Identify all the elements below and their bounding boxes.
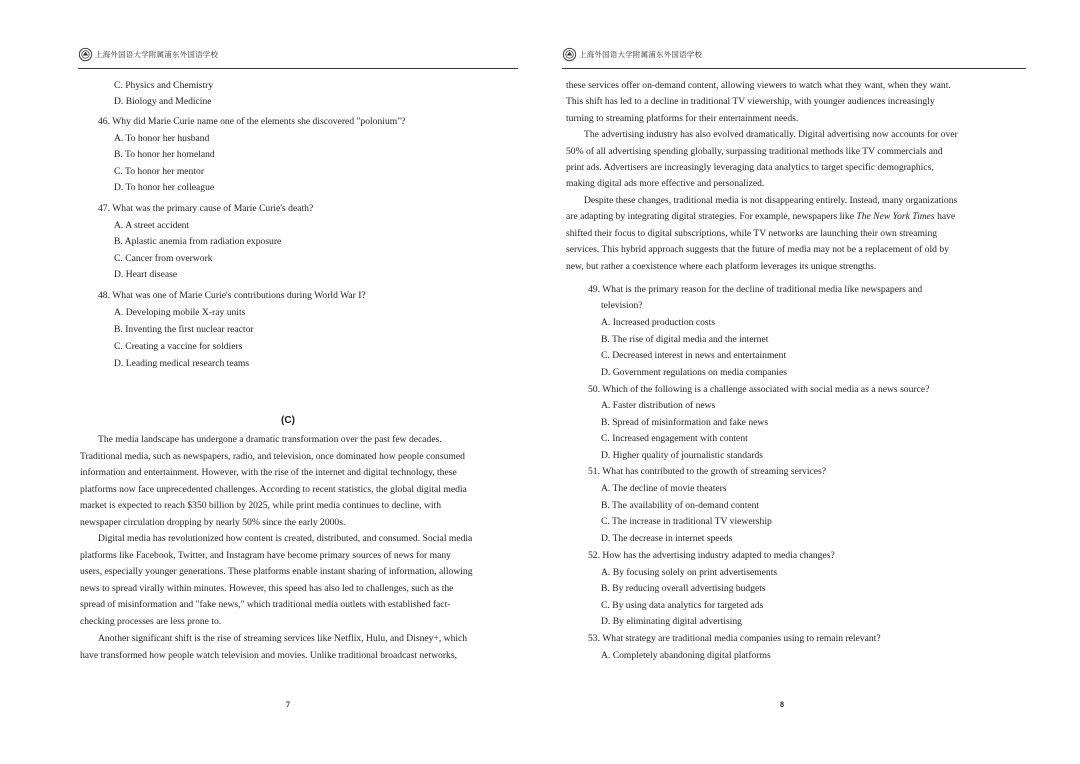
passage-line: market is expected to reach $350 billion by 2025, while print media continues to decline, with bbox=[80, 500, 442, 511]
passage-line: The media landscape has undergone a dramatic transformation over the past few decades. bbox=[98, 434, 442, 445]
passage-line: these services offer on-demand content, allowing viewers to watch what they want, when they want. bbox=[566, 80, 951, 91]
passage-line: Traditional media, such as newspapers, radio, and television, once dominated how people consumed bbox=[80, 451, 465, 462]
option-line: A. Increased production costs bbox=[601, 317, 716, 328]
passage-line: This shift has led to a decline in traditional TV viewership, with younger audiences increasingly bbox=[566, 96, 935, 107]
option-line: A. To honor her husband bbox=[114, 133, 210, 144]
school-seal-icon bbox=[78, 47, 93, 62]
option-line: A. By focusing solely on print advertisements bbox=[601, 567, 778, 578]
passage-text: have bbox=[934, 211, 956, 222]
option-line: C. Creating a vaccine for soldiers bbox=[114, 341, 243, 352]
passage-line: Despite these changes, traditional media is not disappearing entirely. Instead, many organizations bbox=[584, 195, 958, 206]
left-page-header bbox=[78, 44, 218, 64]
passage-line: Another significant shift is the rise of streaming services like Netflix, Hulu, and Disney+, which bbox=[98, 633, 468, 644]
question-line: 48. What was one of Marie Curie's contributions during World War I? bbox=[98, 290, 366, 301]
option-line: A. Developing mobile X-ray units bbox=[114, 307, 246, 318]
question-line: 53. What strategy are traditional media companies using to remain relevant? bbox=[588, 633, 881, 644]
option-line: D. Biology and Medicine bbox=[114, 96, 212, 107]
passage-line: news to spread virally within minutes. However, this speed has also led to challenges, such as the bbox=[80, 583, 454, 594]
option-line: D. Heart disease bbox=[114, 269, 178, 280]
option-line: B. The availability of on-demand content bbox=[601, 500, 760, 511]
school-name: 上海外国语大学附属浦东外国语学校 bbox=[579, 49, 703, 59]
page-number: 8 bbox=[780, 700, 784, 709]
section-title: (C) bbox=[281, 415, 295, 426]
passage-line: The advertising industry has also evolved dramatically. Digital advertising now accounts for over bbox=[584, 129, 958, 140]
passage-line: print ads. Advertisers are increasingly leveraging data analytics to target specific demographics, bbox=[566, 162, 934, 173]
passage-line: shifted their focus to digital subscriptions, while TV networks are launching their own streaming bbox=[566, 228, 938, 239]
question-line: 51. What has contributed to the growth of streaming services? bbox=[588, 466, 827, 477]
passage-line: services. This hybrid approach suggests that the future of media may not be a replacement of old by bbox=[566, 244, 949, 255]
passage-line: Digital media has revolutionized how content is created, distributed, and consumed. Social media bbox=[98, 533, 473, 544]
passage-line: newspaper circulation dropping by nearly 50% since the early 2000s. bbox=[80, 517, 346, 528]
passage-line: making digital ads more effective and personalized. bbox=[566, 178, 765, 189]
option-line: C. To honor her mentor bbox=[114, 166, 205, 177]
option-line: B. By reducing overall advertising budgets bbox=[601, 583, 766, 594]
option-line: A. Completely abandoning digital platforms bbox=[601, 650, 771, 661]
question-line: 47. What was the primary cause of Marie Curie's death? bbox=[98, 203, 314, 214]
passage-line: new, but rather a coexistence where each platform leverages its unique strengths. bbox=[566, 261, 877, 272]
passage-line: platforms like Facebook, Twitter, and Instagram have become primary sources of news for many bbox=[80, 550, 451, 561]
option-line: B. The rise of digital media and the internet bbox=[601, 334, 769, 345]
school-name: 上海外国语大学附属浦东外国语学校 bbox=[95, 49, 219, 59]
passage-line: turning to streaming platforms for their entertainment needs. bbox=[566, 113, 799, 124]
option-line: C. The increase in traditional TV viewership bbox=[601, 516, 772, 527]
option-line: C. Physics and Chemistry bbox=[114, 80, 214, 91]
option-line: A. The decline of movie theaters bbox=[601, 483, 727, 494]
option-line: D. Leading medical research teams bbox=[114, 358, 250, 369]
option-line: B. Inventing the first nuclear reactor bbox=[114, 324, 254, 335]
option-line: B. Spread of misinformation and fake news bbox=[601, 417, 769, 428]
question-line: 50. Which of the following is a challenge associated with social media as a news source? bbox=[588, 384, 930, 395]
passage-line: checking processes are less prone to. bbox=[80, 616, 222, 627]
page-number: 7 bbox=[286, 700, 290, 709]
question-line: 52. How has the advertising industry adapted to media changes? bbox=[588, 550, 835, 561]
question-line: 49. What is the primary reason for the decline of traditional media like newspapers and bbox=[588, 284, 923, 295]
option-line: A. A street accident bbox=[114, 220, 190, 231]
school-seal-icon bbox=[562, 47, 577, 62]
passage-line: 50% of all advertising spending globally, surpassing traditional methods like TV commercials and bbox=[566, 146, 943, 157]
option-line: A. Faster distribution of news bbox=[601, 400, 716, 411]
passage-line: users, especially younger generations. These platforms enable instant sharing of information, allowing bbox=[80, 566, 473, 577]
option-line: D. Government regulations on media companies bbox=[601, 367, 787, 378]
option-line: D. By eliminating digital advertising bbox=[601, 616, 742, 627]
option-line: C. By using data analytics for targeted ads bbox=[601, 600, 764, 611]
newspaper-title: The New York Times bbox=[856, 211, 935, 222]
right-page-header bbox=[562, 44, 702, 64]
passage-line: spread of misinformation and "fake news," which traditional media outlets with established fact- bbox=[80, 599, 451, 610]
option-line: B. Aplastic anemia from radiation exposure bbox=[114, 236, 282, 247]
option-line: B. To honor her homeland bbox=[114, 149, 215, 160]
passage-line-nyt bbox=[566, 211, 955, 223]
passage-text: are adapting by integrating digital strategies. For example, newspapers like bbox=[566, 211, 857, 222]
passage-line: have transformed how people watch television and movies. Unlike traditional broadcast networks, bbox=[80, 650, 457, 661]
option-line: C. Cancer from overwork bbox=[114, 253, 213, 264]
option-line: D. Higher quality of journalistic standards bbox=[601, 450, 763, 461]
option-line: C. Decreased interest in news and entertainment bbox=[601, 350, 787, 361]
option-line: D. The decrease in internet speeds bbox=[601, 533, 733, 544]
passage-line: platforms now face unprecedented challenges. According to recent statistics, the global digital media bbox=[80, 484, 467, 495]
question-line: 46. Why did Marie Curie name one of the elements she discovered "polonium"? bbox=[98, 116, 406, 127]
left-header-rule bbox=[78, 68, 518, 69]
passage-line: information and entertainment. However, with the rise of the internet and digital technology, these bbox=[80, 467, 457, 478]
option-line: D. To honor her colleague bbox=[114, 182, 215, 193]
option-line: C. Increased engagement with content bbox=[601, 433, 748, 444]
question-line: television? bbox=[601, 300, 643, 311]
right-header-rule bbox=[562, 68, 1026, 69]
